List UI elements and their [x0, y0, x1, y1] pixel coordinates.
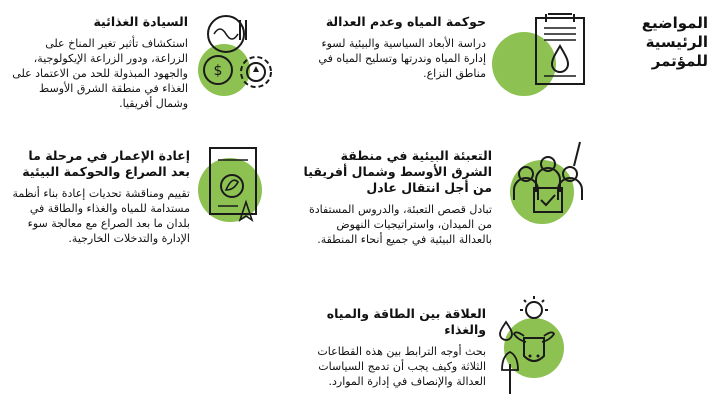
- topic-energy-water-food-nexus: [300, 306, 486, 389]
- page-title: المواضيع الرئيسية للمؤتمر: [641, 14, 708, 70]
- topic-body: تقييم ومناقشة تحديات إعادة بناء أنظمة مستدامة للمياه والغذاء والطاقة في بلدان ما بعد الصراع مع معالجة سوء الإدارة والتدخلات الخارجية.: [12, 187, 190, 245]
- topic-title: العلاقة بين الطاقة والمياه والغذاء: [326, 306, 486, 337]
- people-mobilization-icon: [500, 130, 594, 230]
- topic-post-conflict-reconstruction: [10, 148, 190, 246]
- document-leaf-ribbon-icon: [196, 140, 286, 236]
- topic-body: دراسة الأبعاد السياسية والبيئية لسوء إدارة المياه وندرتها وتسليح المياه في مناطق النزاع.: [318, 37, 486, 80]
- clipboard-water-drop-icon: [496, 10, 592, 106]
- food-sovereignty-gears-icon: [196, 10, 282, 106]
- topic-title: إعادة الإعمار في مرحلة ما بعد الصراع والحوكمة البيئية: [22, 148, 190, 179]
- svg-text:$: $: [213, 63, 223, 79]
- topic-body: بحث أوجه الترابط بين هذه القطاعات الثلاثة وكيف يجب أن تدمج السياسات العدالة والإنصاف في إدارة الموارد.: [317, 345, 486, 388]
- topic-food-sovereignty: [10, 14, 188, 111]
- sun-water-cow-plant-icon: [494, 294, 574, 398]
- topic-water-governance: [300, 14, 486, 81]
- topic-environmental-mobilization: [300, 148, 492, 247]
- topic-title: السيادة الغذائية: [93, 14, 188, 29]
- topic-title: التعبئة البيئية في منطقة الشرق الأوسط وشمال أفريقيا من أجل انتقال عادل: [303, 148, 492, 195]
- topic-body: تبادل قصص التعبئة، والدروس المستفادة من الميدان، واستراتيجيات النهوض بالعدالة البيئية في جميع أنحاء المنطقة.: [308, 203, 492, 246]
- topic-title: حوكمة المياه وعدم العدالة: [325, 14, 486, 29]
- topic-body: استكشاف تأثير تغير المناخ على الزراعة، ودور الزراعة الإيكولوجية، والجهود المبذولة للحد من الاعتماد على الغذاء في منطقة الشرق الأوسط وشمال أفريقيا.: [12, 37, 188, 110]
